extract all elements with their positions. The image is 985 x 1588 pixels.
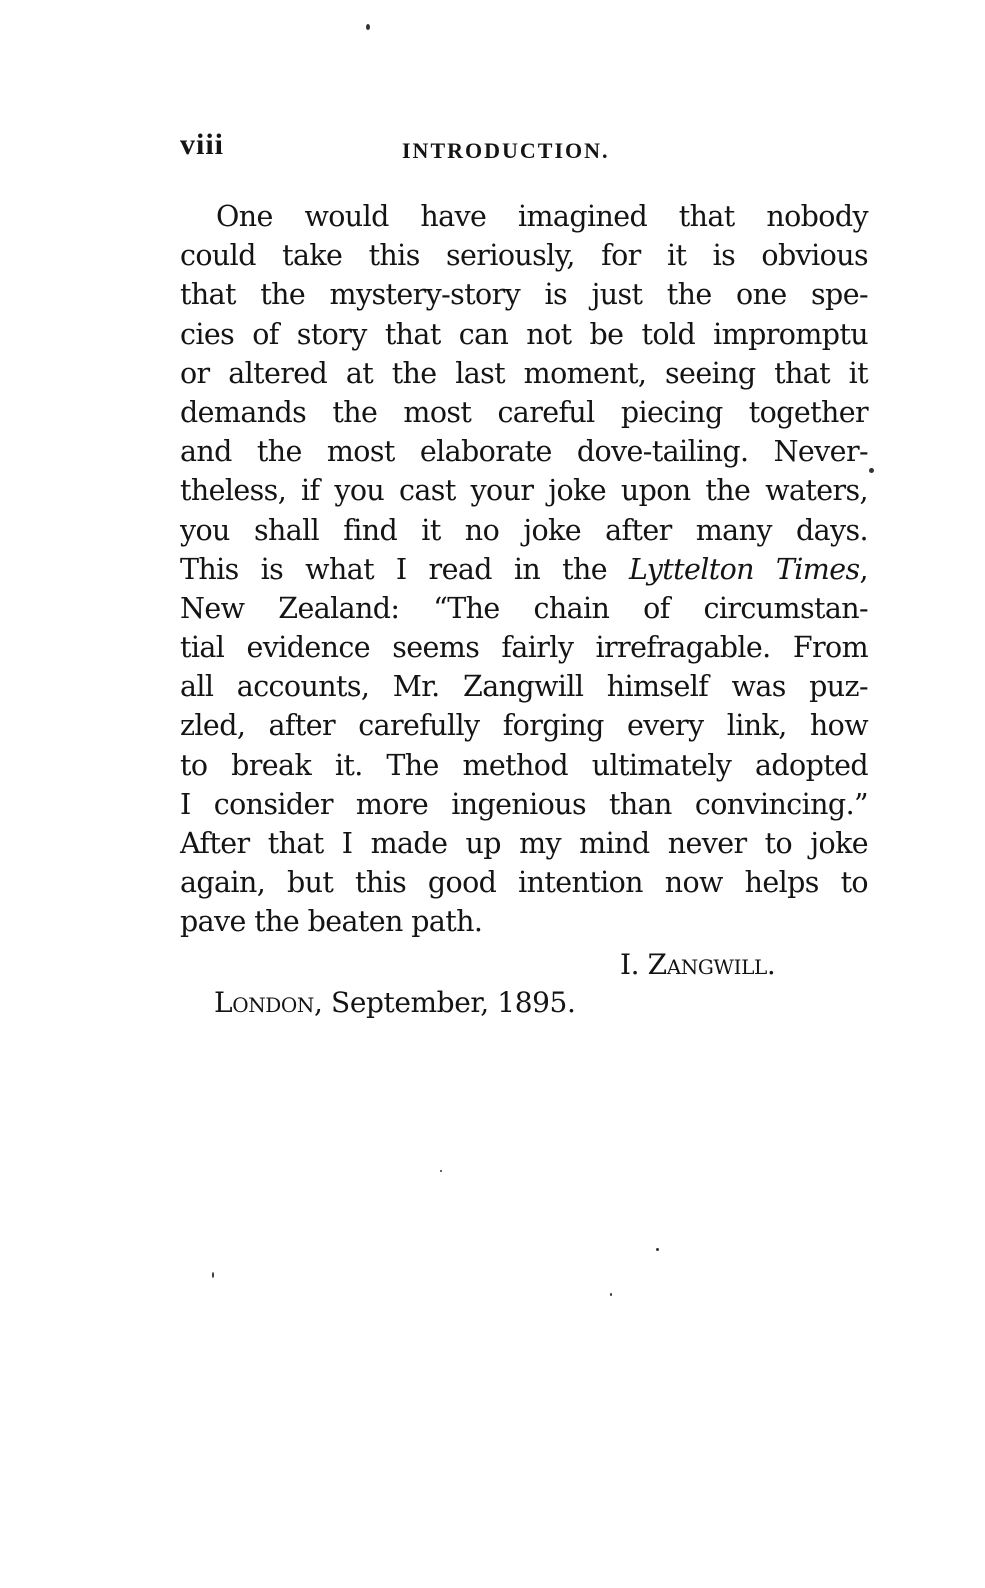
- author-signature: I. Zangwill.: [620, 948, 776, 981]
- text-line: again, but this good intention now helps to: [180, 866, 868, 900]
- text-line: to break it. The method ultimately adopted: [180, 748, 868, 782]
- scan-speck: [212, 1272, 214, 1278]
- dateline-place: London: [214, 986, 315, 1019]
- text-line: that the mystery-story is just the one spe-: [180, 278, 868, 312]
- text-line-with-title: [180, 550, 868, 589]
- running-head-title: INTRODUCTION.: [402, 138, 610, 163]
- text-line: New Zealand: “The chain of circumstan-: [180, 591, 868, 625]
- scan-speck: [366, 24, 370, 30]
- text-line: theless, if you cast your joke upon the waters,: [180, 474, 868, 508]
- scan-speck: [869, 468, 874, 473]
- text-line: all accounts, Mr. Zangwill himself was puz-: [180, 670, 868, 704]
- running-head: [180, 128, 870, 168]
- scan-speck: [656, 1248, 659, 1251]
- text-line: I consider more ingenious than convincing.”: [180, 787, 868, 821]
- scan-speck: [440, 1170, 442, 1172]
- text-line: One would have imagined that nobody: [216, 200, 868, 233]
- text-line: cies of story that can not be told impromptu: [180, 317, 868, 351]
- dateline-date: , September, 1895.: [314, 986, 576, 1019]
- text-segment: ,: [859, 552, 868, 586]
- text-line: demands the most careful piecing together: [180, 395, 868, 429]
- text-line: you shall find it no joke after many days.: [180, 513, 868, 547]
- text-line: tial evidence seems fairly irrefragable. From: [180, 631, 868, 665]
- text-line: pave the beaten path.: [180, 905, 483, 939]
- dateline: [214, 986, 575, 1019]
- text-segment: This is what I read in the: [180, 552, 629, 586]
- text-line: could take this seriously, for it is obvious: [180, 239, 868, 273]
- text-line: After that I made up my mind never to joke: [180, 827, 868, 860]
- body-paragraph: [180, 197, 868, 942]
- text-line: and the most elaborate dove-tailing. Never-: [180, 435, 868, 469]
- text-line: or altered at the last moment, seeing that it: [180, 356, 868, 390]
- scan-speck: [610, 1293, 612, 1296]
- newspaper-title: Lyttelton Times: [628, 552, 860, 586]
- page-number: viii: [180, 128, 225, 161]
- text-line: zled, after carefully forging every link, how: [180, 709, 868, 743]
